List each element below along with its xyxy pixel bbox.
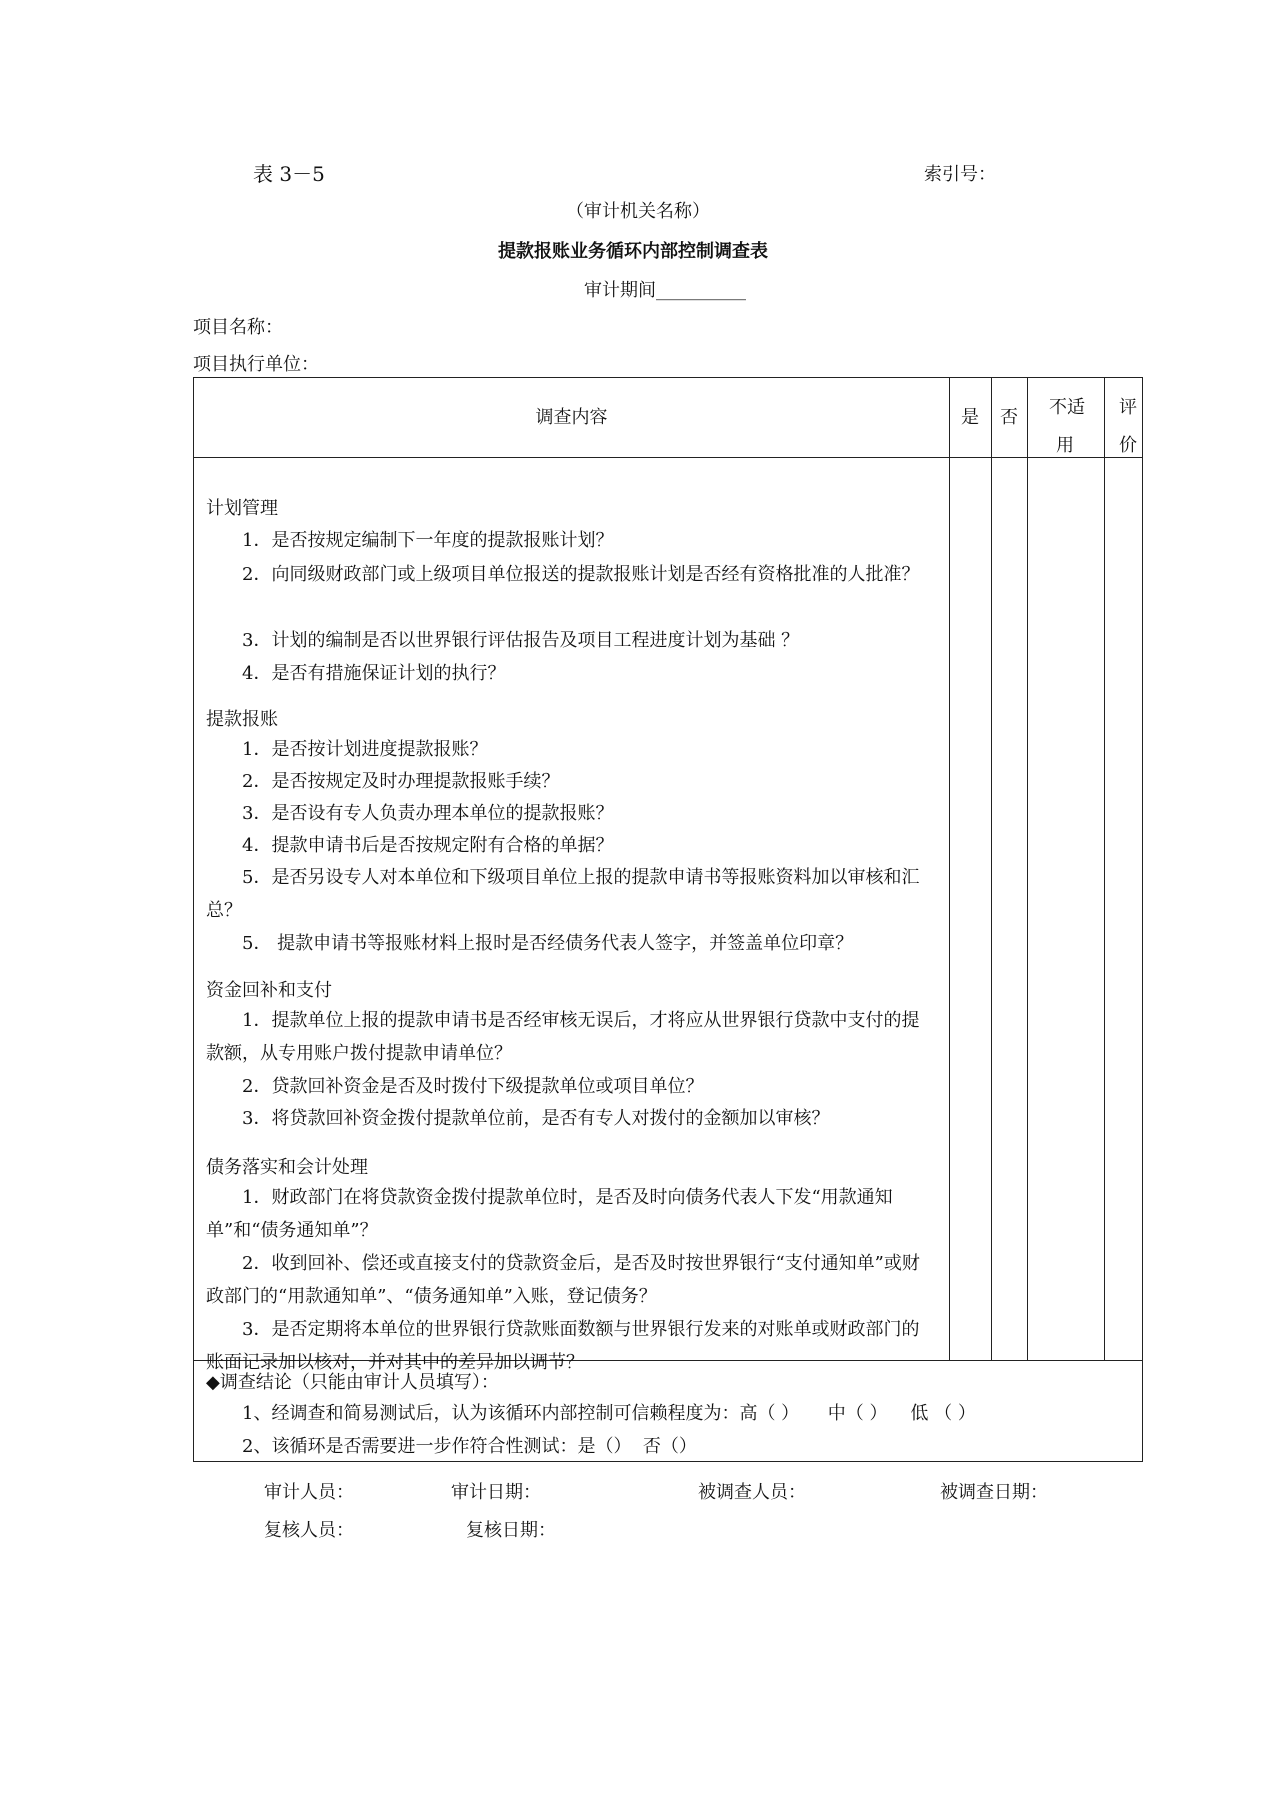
header-eval-line2: 价 [1119,435,1137,456]
table-number: 表 3－5 [253,162,325,186]
list-item: 4．提款申请书后是否按规定附有合格的单据？ [242,835,614,856]
header-divider [194,457,1142,458]
list-item: 2．收到回补、偿还或直接支付的贷款资金后，是否及时按世界银行“支付通知单”或财政部门的“用款通知单”、“债务通知单”入账，登记债务？ [206,1253,920,1307]
section-title-withdrawal: 提款报账 [206,709,278,730]
review-date-label: 复核日期： [466,1520,556,1541]
col-divider [991,378,992,1360]
list-item: 3．是否定期将本单位的世界银行贷款账面数额与世界银行发来的对账单或财政部门的账面记录加以核对，并对其中的差异加以调节？ [206,1319,920,1373]
header-no: 否 [1000,406,1018,428]
col-divider [949,378,950,1360]
section-title-fund-replenish: 资金回补和支付 [206,980,332,1001]
form-title: 提款报账业务循环内部控制调查表 [498,241,768,262]
list-item: 3．是否设有专人负责办理本单位的提款报账？ [242,803,614,824]
list-item: 1．财政部门在将贷款资金拨付提款单位时，是否及时向债务代表人下发“用款通知单”和“债务通知单”？ [206,1187,893,1241]
list-item: 3．计划的编制是否以世界银行评估报告及项目工程进度计划为基础 ？ [242,630,800,651]
audit-date-label: 审计日期： [451,1482,541,1503]
list-item: 1．是否按计划进度提款报账？ [242,739,488,760]
list-item: 2．贷款回补资金是否及时拨付下级提款单位或项目单位？ [242,1076,704,1097]
list-item: 2．是否按规定及时办理提款报账手续？ [242,771,560,792]
col-divider [1027,378,1028,1360]
header-yes: 是 [961,406,979,428]
survey-date-label: 被调查日期： [940,1482,1048,1503]
conclusion-line2: 2、该循环是否需要进一步作符合性测试：是（） 否（） [242,1436,697,1457]
respondent-label: 被调查人员： [698,1482,806,1503]
list-item: 4．是否有措施保证计划的执行？ [242,663,506,684]
list-item: 1．是否按规定编制下一年度的提款报账计划？ [242,530,614,551]
audit-period: 审计期间__________ [584,280,746,301]
list-item: 5．是否另设专人对本单位和下级项目单位上报的提款申请书等报账资料加以审核和汇总？ [206,867,920,921]
header-content: 调查内容 [535,406,608,428]
reviewer-label: 复核人员： [264,1520,354,1541]
list-item: 3．将贷款回补资金拨付提款单位前，是否有专人对拨付的金额加以审核？ [242,1108,830,1129]
auditor-label: 审计人员： [264,1482,354,1503]
conclusion-line1: 1、经调查和简易测试后，认为该循环内部控制可信赖程度为：高（ ） 中（ ） 低 （ ） [242,1403,976,1424]
header-na-line2: 用 [1056,435,1074,456]
col-divider [1104,378,1105,1360]
section-title-debt-accounting: 债务落实和会计处理 [206,1157,368,1178]
audit-org-name: （审计机关名称） [566,201,710,222]
list-item: 2．向同级财政部门或上级项目单位报送的提款报账计划是否经有资格批准的人批准？ [242,564,920,585]
exec-unit-label: 项目执行单位： [193,354,319,375]
conclusion-title: ◆调查结论（只能由审计人员填写）： [206,1372,499,1393]
header-na-line1: 不适 [1049,397,1085,418]
header-eval-line1: 评 [1119,397,1137,418]
survey-table [193,377,1143,1462]
section-title-plan: 计划管理 [206,498,278,519]
list-item: 5． 提款申请书等报账材料上报时是否经债务代表人签字，并签盖单位印章？ [242,933,854,954]
project-name-label: 项目名称： [193,317,283,338]
list-item: 1．提款单位上报的提款申请书是否经审核无误后，才将应从世界银行贷款中支付的提款额，从专用账户拨付提款申请单位？ [206,1010,920,1064]
index-number-label: 索引号： [924,164,996,185]
